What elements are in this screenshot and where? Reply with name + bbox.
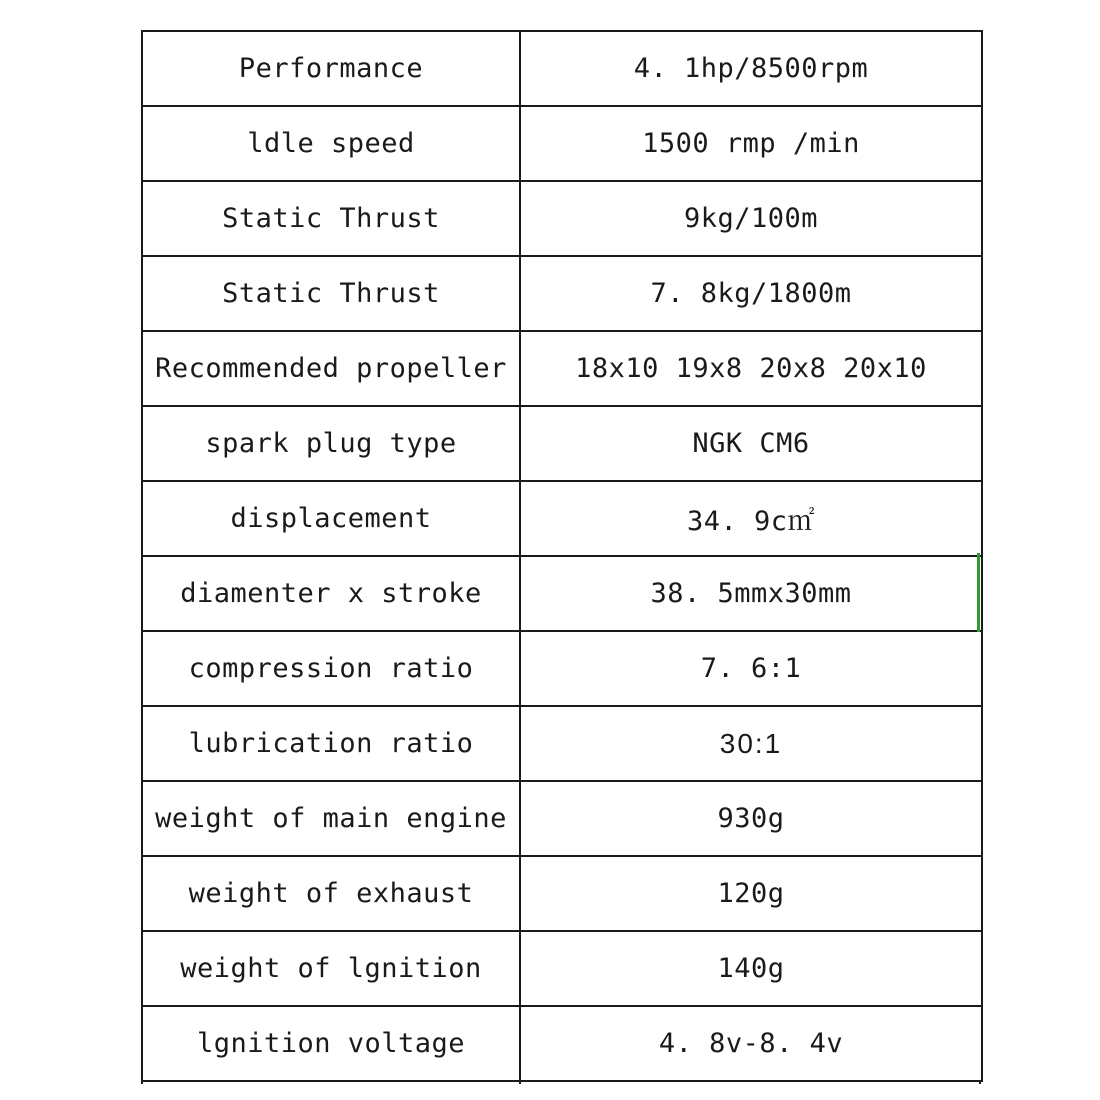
spec-label: ldle speed — [142, 106, 520, 181]
spec-label: lgnition voltage — [142, 1006, 520, 1081]
table-row — [142, 556, 982, 631]
spec-value: 34. 9c㎡ — [520, 481, 982, 556]
table-row — [142, 181, 982, 256]
spec-label: Static Thrust — [142, 181, 520, 256]
spec-value: 120g — [520, 856, 982, 931]
table-row — [142, 706, 982, 781]
spec-value: 18x10 19x8 20x8 20x10 — [520, 331, 982, 406]
table-row — [142, 256, 982, 331]
spec-value: 38. 5mmx30mm — [520, 556, 982, 631]
selection-edge-marker — [977, 553, 980, 632]
spec-label: weight of lgnition — [142, 931, 520, 1006]
engine-spec-table — [141, 30, 983, 1082]
spec-label: spark plug type — [142, 406, 520, 481]
table-row — [142, 1006, 982, 1081]
table-row — [142, 781, 982, 856]
spec-label: Static Thrust — [142, 256, 520, 331]
spec-table-body — [142, 31, 982, 1081]
spec-value: 30:1 — [520, 706, 982, 781]
spec-value: 7. 6:1 — [520, 631, 982, 706]
spec-value: 1500 rmp /min — [520, 106, 982, 181]
spec-label: Recommended propeller — [142, 331, 520, 406]
table-row — [142, 331, 982, 406]
table-row — [142, 406, 982, 481]
spec-label: weight of main engine — [142, 781, 520, 856]
table-row — [142, 631, 982, 706]
table-row — [142, 106, 982, 181]
table-continuation-edge — [141, 1080, 981, 1084]
spec-value: 7. 8kg/1800m — [520, 256, 982, 331]
spec-value: 4. 8v-8. 4v — [520, 1006, 982, 1081]
spec-label: weight of exhaust — [142, 856, 520, 931]
spec-value: 4. 1hp/8500rpm — [520, 31, 982, 106]
spec-label: displacement — [142, 481, 520, 556]
spec-value: 9kg/100m — [520, 181, 982, 256]
table-row — [142, 931, 982, 1006]
spec-label: Performance — [142, 31, 520, 106]
spec-label: lubrication ratio — [142, 706, 520, 781]
table-row — [142, 856, 982, 931]
spec-label: diamenter x stroke — [142, 556, 520, 631]
spec-value: 930g — [520, 781, 982, 856]
table-row — [142, 31, 982, 106]
spec-label: compression ratio — [142, 631, 520, 706]
spec-value: 140g — [520, 931, 982, 1006]
table-row — [142, 481, 982, 556]
spec-value: NGK CM6 — [520, 406, 982, 481]
